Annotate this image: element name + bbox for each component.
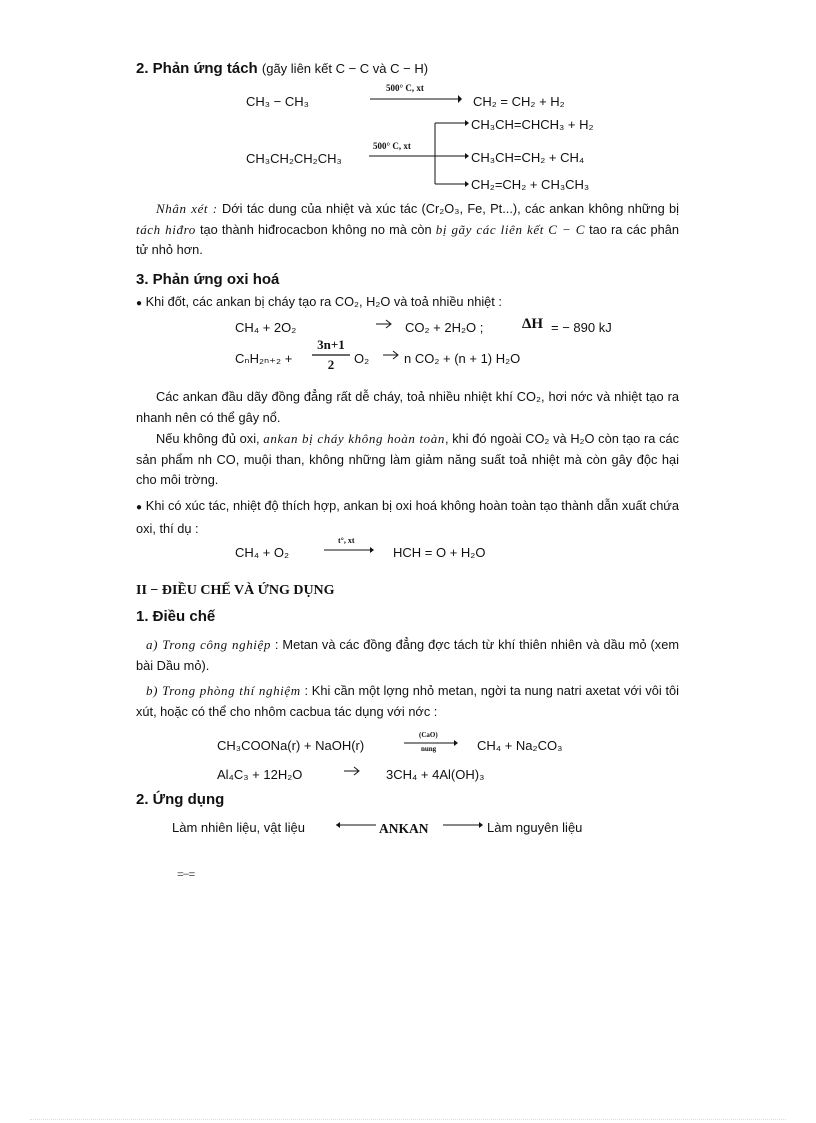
section-2-subtitle: (gãy liên kết C − C và C − H) bbox=[261, 61, 429, 76]
note-italic-1: tách hiđro bbox=[136, 221, 196, 237]
section-II-2-title: 2. Ứng dụng bbox=[136, 791, 225, 808]
use-left-arrow bbox=[336, 820, 376, 830]
eq-ethane-right: CH₂ = CH₂ + H₂ bbox=[473, 94, 565, 109]
fraction-bar bbox=[312, 354, 350, 356]
section-II-title: II − ĐIỀU CHẾ VÀ ỨNG DỤNG bbox=[136, 583, 335, 598]
eq-general-right: n CO₂ + (n + 1) H₂O bbox=[404, 351, 521, 366]
eq-lab-1-condition-top: (CaO) bbox=[419, 731, 438, 739]
note-text-3: tao ra các phân tử nhỏ hơn. bbox=[136, 221, 679, 257]
eq-ethane-left: CH₃ − CH₃ bbox=[246, 94, 309, 109]
note-text-1: Dới tác dung của nhiệt và xúc tác (Cr₂O₃, Fe, Pt...), các ankan không những bị bbox=[217, 201, 679, 216]
paragraph-lab bbox=[136, 681, 679, 722]
eq-lab-2-left: Al₄C₃ + 12H₂O bbox=[217, 767, 303, 782]
use-left-text: Làm nhiên liệu, vật liệu bbox=[172, 820, 305, 835]
section-2-title: 2. Phản ứng tách bbox=[136, 60, 258, 77]
use-right-arrow bbox=[443, 820, 483, 830]
p2-text-2: , khi đó ngoài CO₂ và H₂O còn tạo ra các sản phẩm nh CO, muội than, không những làm giảm năng suất toả nhiệt mà còn gây độc hại cho môi trờng. bbox=[136, 431, 679, 487]
delta-h-symbol: ΔH bbox=[522, 316, 544, 332]
eq-ethane-arrow bbox=[370, 95, 462, 105]
note-label: Nhân xét : bbox=[156, 201, 218, 216]
eq-butane-branch-arrows bbox=[369, 118, 471, 190]
section-II-1-title: 1. Điều chế bbox=[136, 608, 216, 625]
fraction-denominator: 2 bbox=[327, 357, 335, 372]
eq-butane-left: CH₃CH₂CH₂CH₃ bbox=[246, 151, 342, 166]
eq-lab-1-left: CH₃COONa(r) + NaOH(r) bbox=[217, 738, 365, 753]
eq-butane-product-1: CH₃CH=CHCH₃ + H₂ bbox=[471, 117, 594, 132]
eq-general-arrow bbox=[383, 349, 401, 361]
bullet-1-text: Khi đốt, các ankan bị cháy tạo ra CO₂, H₂O và toả nhiều nhiệt : bbox=[145, 294, 502, 309]
lab-label: b) Trong phòng thí nghiệm bbox=[146, 683, 301, 698]
section-3-title: 3. Phản ứng oxi hoá bbox=[136, 271, 280, 288]
eq-lab-1-right: CH₄ + Na₂CO₃ bbox=[477, 738, 563, 753]
bullet-1 bbox=[136, 292, 679, 315]
eq-methane-right: CO₂ + 2H₂O ; bbox=[405, 320, 484, 335]
section-3-paragraph-2 bbox=[136, 429, 679, 491]
section-3-paragraph-1: Các ankan đầu dãy đồng đẳng rất dễ cháy, toả nhiều nhiệt khí CO₂, hơi nớc và nhiệt tạo ra nhanh nên có thể gây nổ. bbox=[136, 389, 679, 425]
industry-label: a) Trong công nghiệp bbox=[146, 637, 271, 652]
eq-methane-left: CH₄ + 2O₂ bbox=[235, 320, 297, 335]
page-bottom-border bbox=[30, 1119, 786, 1120]
bullet-2 bbox=[136, 496, 679, 539]
eq-methane-arrow bbox=[376, 318, 394, 330]
bullet-2-text: Khi có xúc tác, nhiệt độ thích hợp, ankan bị oxi hoá không hoàn toàn tạo thành dẫn xuất chứa oxi, thí dụ : bbox=[136, 498, 679, 536]
note-text-2: tạo thành hiđrocacbon không no mà còn bbox=[195, 221, 436, 237]
lab-text: : Khi cần một lợng nhỏ metan, ngời ta nung natri axetat với vôi tôi xút, hoặc có thể cho nhôm cacbua tác dụng với nớc : bbox=[136, 683, 679, 719]
p2-italic: ankan bị cháy không hoàn toàn bbox=[263, 431, 445, 446]
fraction-numerator: 3n+1 bbox=[317, 337, 345, 352]
eq-oxidation-condition: t°, xt bbox=[338, 536, 355, 545]
eq-butane-product-3: CH₂=CH₂ + CH₃CH₃ bbox=[471, 177, 590, 192]
eq-lab-2-right: 3CH₄ + 4Al(OH)₃ bbox=[386, 767, 485, 782]
eq-butane-condition: 500° C, xt bbox=[373, 141, 411, 151]
bullet-dot-icon: ● bbox=[136, 298, 143, 309]
eq-butane-product-2: CH₃CH=CH₂ + CH₄ bbox=[471, 150, 585, 165]
eq-oxidation-arrow bbox=[324, 546, 374, 556]
use-right-text: Làm nguyên liệu bbox=[487, 820, 583, 835]
paragraph-industry bbox=[136, 635, 679, 676]
eq-lab-1-condition-bottom: nung bbox=[421, 745, 437, 753]
ankan-center-label: ANKAN bbox=[379, 821, 429, 836]
eq-oxidation-left: CH₄ + O₂ bbox=[235, 545, 290, 560]
eq-general-left: CₙH₂ₙ₊₂ + bbox=[235, 351, 293, 366]
section-2-heading bbox=[136, 60, 428, 77]
section-2-note bbox=[136, 199, 679, 261]
industry-text: : Metan và các đồng đẳng đợc tách từ khí thiên nhiên và dầu mỏ (xem bài Dầu mỏ). bbox=[136, 637, 679, 673]
bullet-dot-icon: ● bbox=[136, 502, 143, 513]
p2-text-1: Nếu không đủ oxi, bbox=[156, 431, 264, 446]
end-mark: =−= bbox=[177, 867, 195, 881]
delta-h-value: = − 890 kJ bbox=[551, 320, 612, 335]
eq-general-o2: O₂ bbox=[354, 351, 370, 366]
eq-lab-2-arrow bbox=[344, 765, 362, 777]
eq-oxidation-right: HCH = O + H₂O bbox=[393, 545, 486, 560]
eq-ethane-condition: 500° C, xt bbox=[386, 83, 424, 93]
note-italic-2: bị gãy các liên kết C − C bbox=[435, 221, 586, 237]
